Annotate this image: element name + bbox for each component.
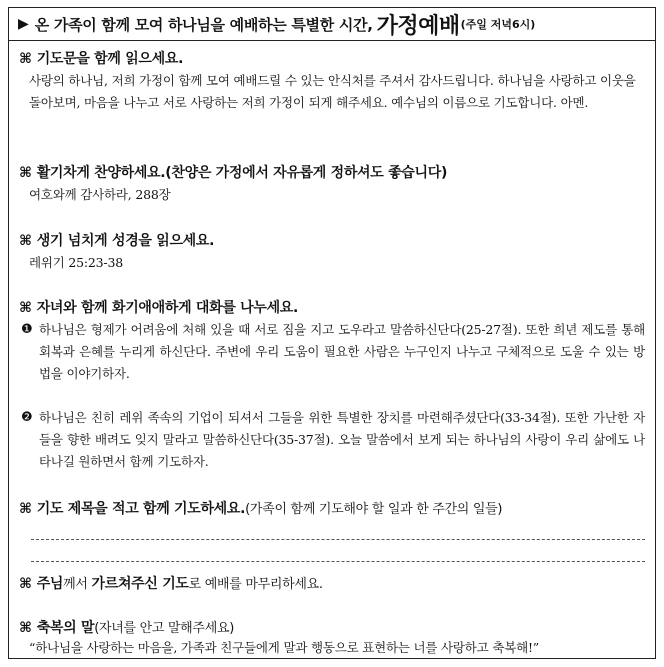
talk-item-text: 하나님은 친히 레위 족속의 기업이 되셔서 그들을 위한 특별한 장치를 마련해주셨단다(33-34절). 또한 가난한 자들을 향한 배려도 잊지 말라고 말씀하신단다(35-37절). 오늘 말씀에서 보게 되는 하나님의 사랑이 우리 삶에도 나타나길 원하면서 함께 기도하자.: [39, 410, 645, 469]
command-mark-icon: ⌘: [19, 576, 32, 592]
play-arrow-icon: ▶: [18, 16, 29, 32]
header-time-note: (주일 저녁6시): [460, 18, 536, 31]
section-closing: [19, 573, 645, 593]
closing-heading-part: 주님: [36, 576, 64, 592]
closing-heading-part: 로 예배를 마무리하세요.: [188, 577, 323, 592]
header-bar: [9, 8, 655, 41]
hymn-text: 여호와께 감사하라, 288장: [29, 187, 171, 202]
writing-line[interactable]: [31, 561, 645, 562]
section-heading: 자녀와 함께 화기애애하게 대화를 나누세요.: [36, 300, 299, 316]
command-mark-icon: ⌘: [19, 233, 32, 249]
section-scripture: [19, 230, 645, 274]
section-heading: 활기차게 찬양하세요.(찬양은 가정에서 자유롭게 정하셔도 좋습니다): [36, 165, 448, 181]
worship-guide-box: [8, 7, 656, 659]
command-mark-icon: ⌘: [19, 300, 32, 316]
section-heading: 기도 제목을 적고 함께 기도하세요.: [36, 501, 246, 517]
command-mark-icon: ⌘: [19, 501, 32, 517]
section-heading-note: (가족이 함께 기도해야 할 일과 한 주간의 일들): [245, 502, 503, 517]
section-prayer: [19, 48, 645, 114]
prayer-text: 사랑의 하나님, 저희 가정이 함께 모여 예배드릴 수 있는 안식처를 주셔서 감사드립니다. 하나님을 사랑하고 이웃을 돌아보며, 마음을 나누고 서로 사랑하는 저희 가정이 되게 해주세요. 예수님의 이름으로 기도합니다. 아멘.: [29, 73, 636, 110]
blessing-text: “하나님을 사랑하는 마음을, 가족과 친구들에게 말과 행동으로 표현하는 너를 사랑하고 축복해!”: [29, 640, 539, 655]
section-blessing: [19, 617, 645, 659]
closing-heading-part: 가르쳐주신 기도: [91, 576, 189, 592]
section-prayer-topics: [19, 498, 645, 518]
section-heading: 기도문을 함께 읽으세요.: [36, 51, 184, 67]
section-talk: [19, 297, 645, 473]
closing-heading-part: 께서: [63, 577, 92, 592]
section-praise: [19, 162, 645, 206]
command-mark-icon: ⌘: [19, 620, 32, 636]
header-title: 온 가족이 함께 모여 하나님을 예배하는 특별한 시간,: [34, 15, 373, 34]
command-mark-icon: ⌘: [19, 165, 32, 181]
number-two-icon: ❷: [21, 410, 33, 425]
section-heading: 생기 넘치게 성경을 읽으세요.: [36, 233, 215, 249]
scripture-reference: 레위기 25:23-38: [29, 255, 123, 270]
section-heading: 축복의 말: [36, 620, 95, 636]
talk-item: [21, 407, 645, 473]
number-one-icon: ❶: [21, 322, 33, 337]
command-mark-icon: ⌘: [19, 51, 32, 67]
talk-item: [21, 319, 645, 385]
section-heading-note: (자녀를 안고 말해주세요): [94, 621, 234, 636]
writing-line[interactable]: [31, 539, 645, 540]
header-title-emphasis: 가정예배: [376, 13, 460, 39]
talk-item-text: 하나님은 형제가 어려움에 처해 있을 때 서로 짐을 지고 도우라고 말씀하신단다(25-27절). 또한 희년 제도를 통해 회복과 은혜를 누리게 하신단다. 주변에 우리 도움이 필요한 사람은 누구인지 나누고 구체적으로 도울 수 있는 방법을 이야기하자.: [39, 322, 645, 381]
